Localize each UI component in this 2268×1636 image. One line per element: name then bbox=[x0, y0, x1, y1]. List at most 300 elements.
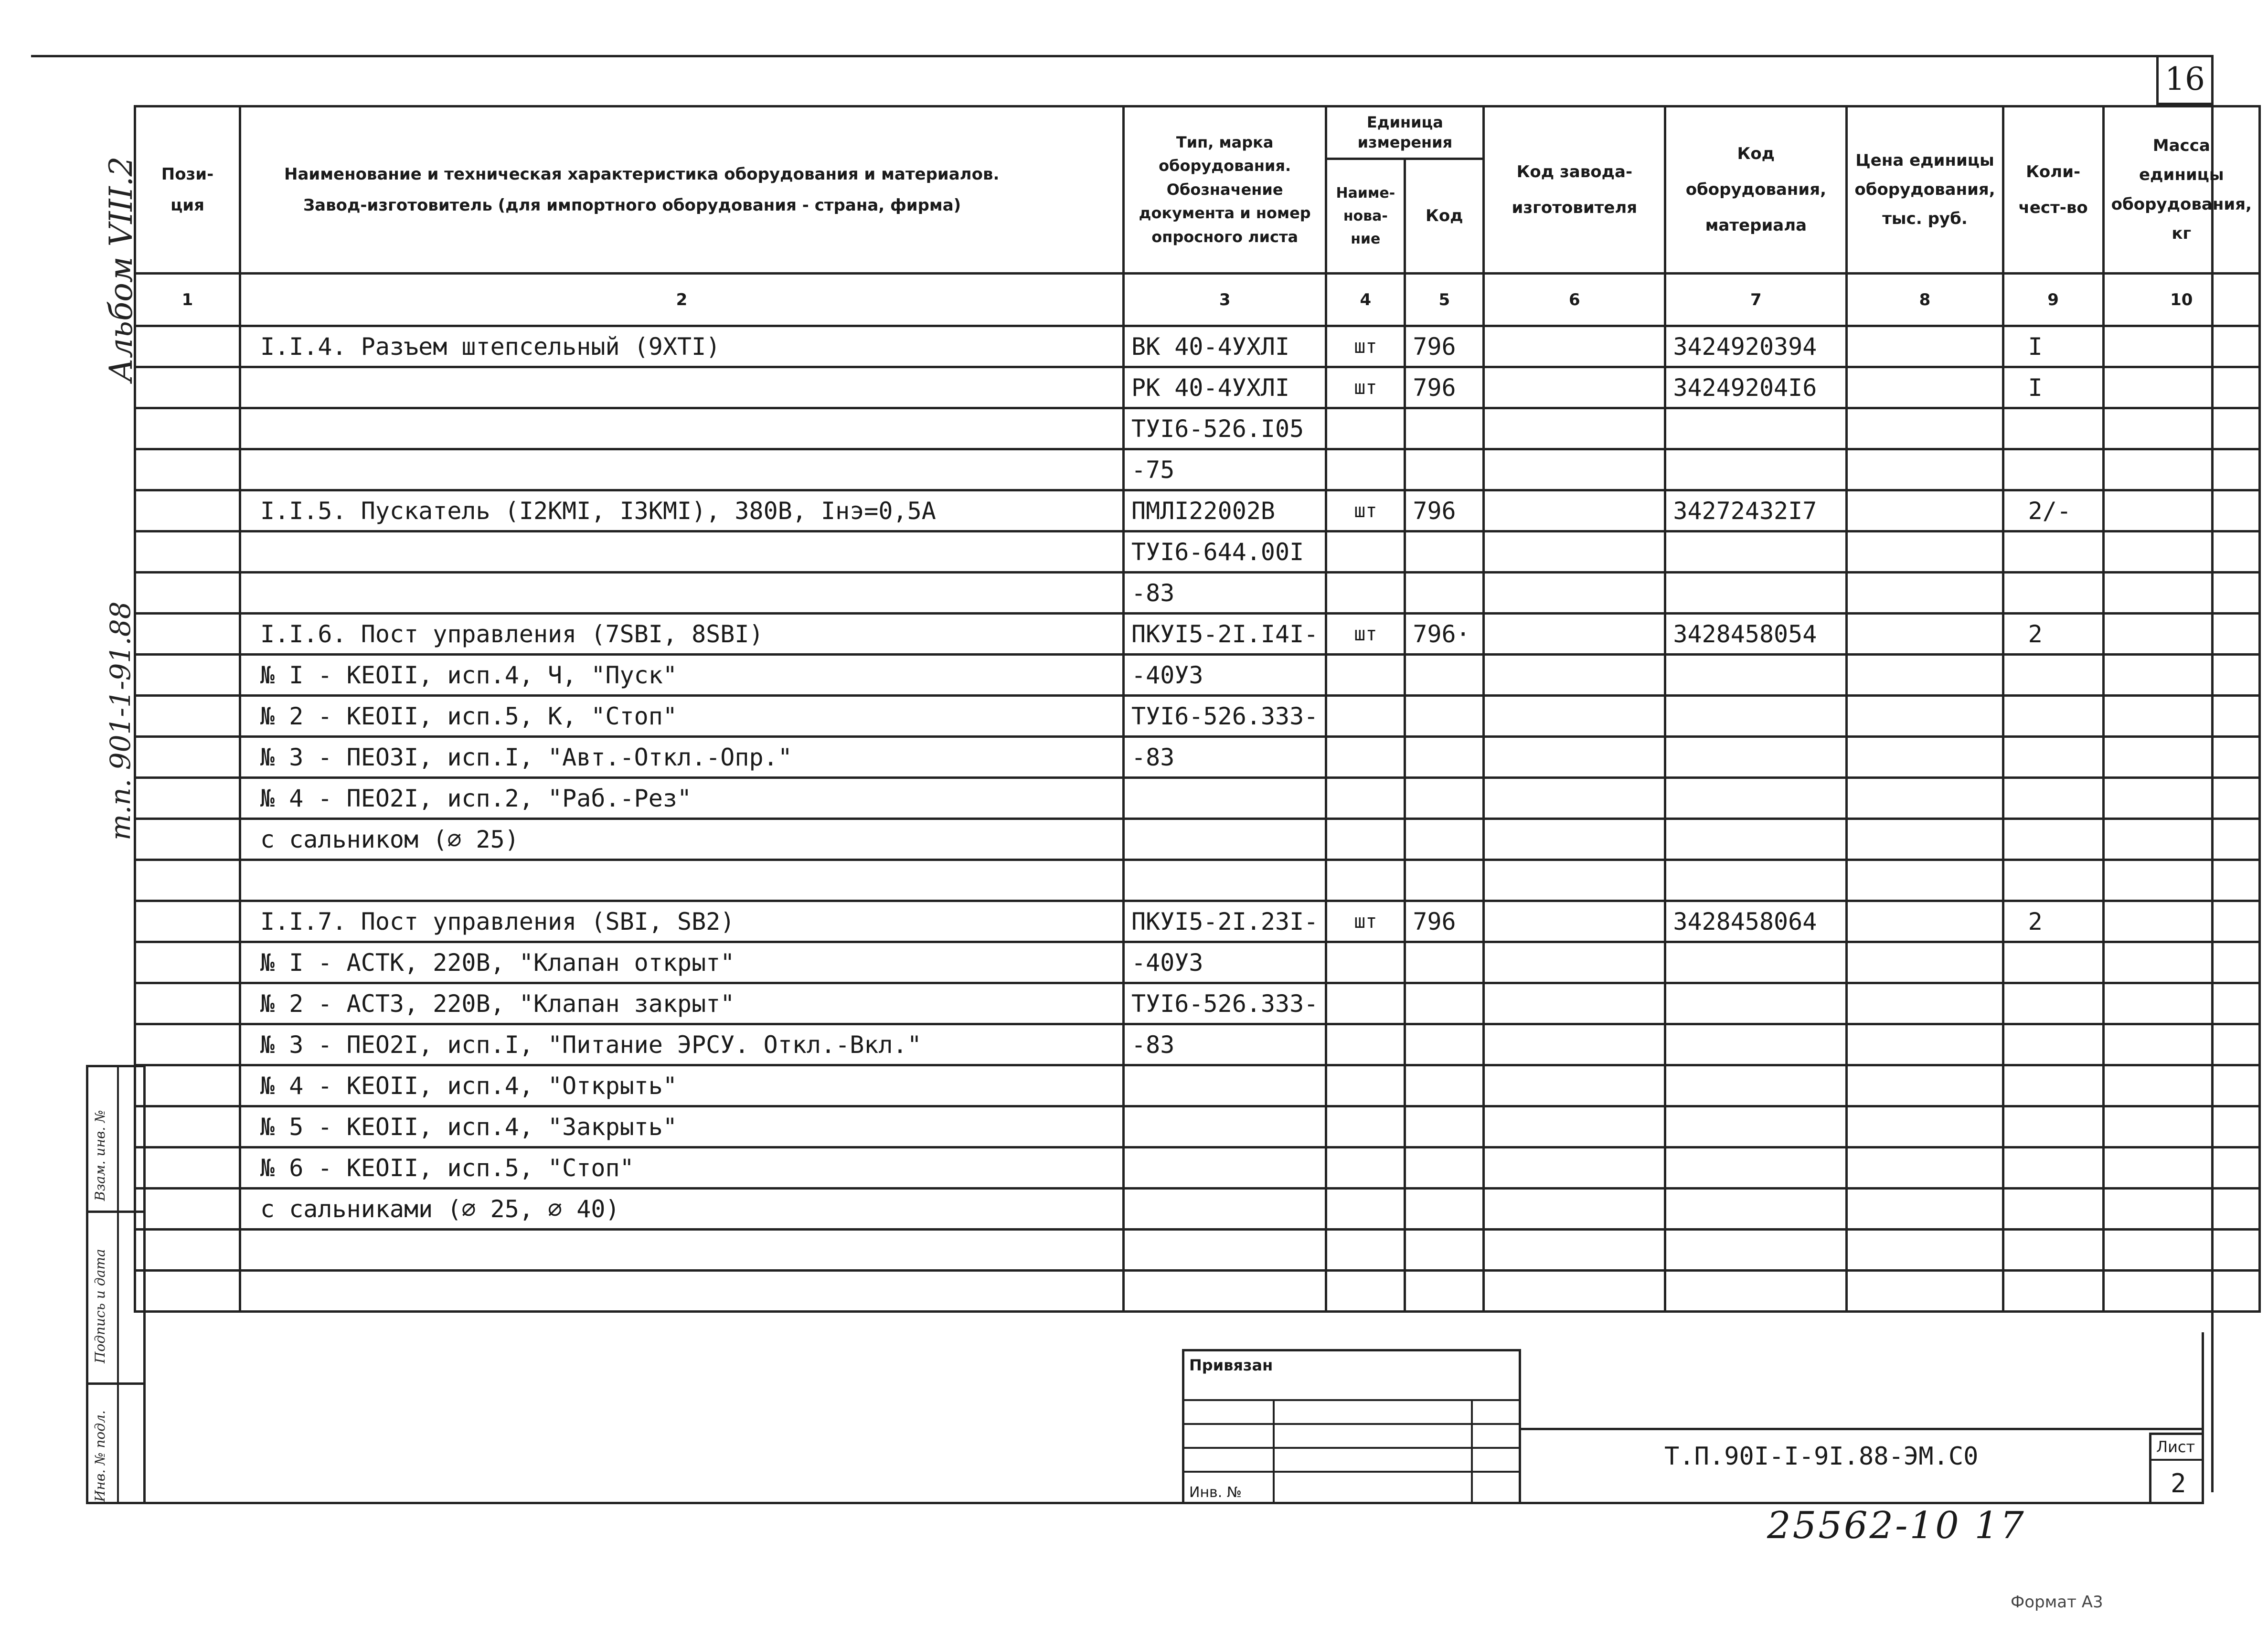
unit-name-cell bbox=[1326, 1271, 1405, 1312]
position-cell bbox=[135, 1147, 240, 1189]
unit-name-cell bbox=[1326, 655, 1405, 696]
factory-code-cell bbox=[1484, 490, 1665, 531]
specification-table bbox=[134, 105, 2261, 1313]
name-cell bbox=[240, 1271, 1124, 1312]
name-cell: № 4 - ПЕО2I, исп.2, "Раб.-Рез" bbox=[240, 778, 1124, 819]
table-row bbox=[135, 531, 2260, 573]
price-cell bbox=[1847, 408, 2003, 449]
name-cell: № I - АСТК, 220В, "Клапан открыт" bbox=[240, 942, 1124, 983]
factory-code-cell bbox=[1484, 449, 1665, 490]
name-cell: № 4 - КЕОII, исп.4, "Открыть" bbox=[240, 1065, 1124, 1106]
price-cell bbox=[1847, 983, 2003, 1024]
sheet-box bbox=[2149, 1433, 2204, 1504]
stamp-title: Привязан bbox=[1189, 1356, 1273, 1374]
header-mass: Масса единицы оборудования, кг bbox=[2103, 106, 2259, 274]
price-cell bbox=[1847, 1271, 2003, 1312]
position-cell bbox=[135, 408, 240, 449]
unit-code-cell bbox=[1405, 655, 1484, 696]
quantity-cell bbox=[2003, 983, 2103, 1024]
position-cell bbox=[135, 614, 240, 655]
type-cell: -83 bbox=[1124, 573, 1326, 614]
name-cell: № 2 - КЕОII, исп.5, К, "Стоп" bbox=[240, 696, 1124, 737]
type-cell bbox=[1124, 1065, 1326, 1106]
table-row bbox=[135, 1147, 2260, 1189]
mass-cell bbox=[2103, 531, 2259, 573]
mass-cell bbox=[2103, 860, 2259, 901]
equipment-code-cell bbox=[1665, 531, 1847, 573]
equipment-code-cell bbox=[1665, 1189, 1847, 1230]
factory-code-cell bbox=[1484, 326, 1665, 367]
equipment-code-cell bbox=[1665, 737, 1847, 778]
equipment-code-cell bbox=[1665, 696, 1847, 737]
unit-name-cell bbox=[1326, 696, 1405, 737]
position-cell bbox=[135, 573, 240, 614]
table-row bbox=[135, 614, 2260, 655]
factory-code-cell bbox=[1484, 860, 1665, 901]
equipment-code-cell: 34272432I7 bbox=[1665, 490, 1847, 531]
position-cell bbox=[135, 942, 240, 983]
unit-name-cell bbox=[1326, 860, 1405, 901]
factory-code-cell bbox=[1484, 1147, 1665, 1189]
unit-code-cell: 796 bbox=[1405, 326, 1484, 367]
sheet-label: Лист bbox=[2156, 1438, 2195, 1456]
type-cell: ПМЛI22002В bbox=[1124, 490, 1326, 531]
quantity-cell: 2/- bbox=[2003, 490, 2103, 531]
mass-cell bbox=[2103, 901, 2259, 942]
equipment-code-cell: 3428458054 bbox=[1665, 614, 1847, 655]
unit-name-cell bbox=[1326, 1230, 1405, 1271]
project-label: т.п. 901-1-91.88 bbox=[104, 601, 137, 840]
quantity-cell bbox=[2003, 1271, 2103, 1312]
name-cell: с сальниками (⌀ 25, ⌀ 40) bbox=[240, 1189, 1124, 1230]
type-cell: -83 bbox=[1124, 737, 1326, 778]
name-cell: I.I.7. Пост управления (SBI, SB2) bbox=[240, 901, 1124, 942]
equipment-code-cell bbox=[1665, 449, 1847, 490]
table-row bbox=[135, 326, 2260, 367]
quantity-cell: 2 bbox=[2003, 614, 2103, 655]
header-position: Пози- ция bbox=[135, 106, 240, 274]
quantity-cell bbox=[2003, 655, 2103, 696]
col-number: 6 bbox=[1484, 274, 1665, 326]
factory-code-cell bbox=[1484, 819, 1665, 860]
format-label: Формат А3 bbox=[2011, 1593, 2103, 1612]
column-numbers-row bbox=[135, 274, 2260, 326]
mass-cell bbox=[2103, 408, 2259, 449]
name-cell bbox=[240, 573, 1124, 614]
position-cell bbox=[135, 860, 240, 901]
unit-name-cell bbox=[1326, 408, 1405, 449]
unit-name-cell bbox=[1326, 1106, 1405, 1147]
name-cell: № 3 - ПЕО2I, исп.I, "Питание ЭРСУ. Откл.-Вкл." bbox=[240, 1024, 1124, 1065]
album-label: Альбом VIII.2 bbox=[103, 156, 139, 382]
stamp-inv-label: Инв. № bbox=[1189, 1484, 1242, 1501]
unit-code-cell: 796 bbox=[1405, 901, 1484, 942]
unit-code-cell: 796 bbox=[1405, 490, 1484, 531]
document-code: Т.П.90I-I-9I.88-ЭМ.С0 bbox=[1664, 1442, 1979, 1471]
price-cell bbox=[1847, 1065, 2003, 1106]
factory-code-cell bbox=[1484, 531, 1665, 573]
factory-code-cell bbox=[1484, 942, 1665, 983]
type-cell: ТУI6-526.333- bbox=[1124, 983, 1326, 1024]
header-price: Цена единицы оборудования, тыс. руб. bbox=[1847, 106, 2003, 274]
type-cell bbox=[1124, 860, 1326, 901]
type-cell: -40У3 bbox=[1124, 942, 1326, 983]
unit-name-cell: шт bbox=[1326, 901, 1405, 942]
unit-code-cell bbox=[1405, 696, 1484, 737]
type-cell bbox=[1124, 1230, 1326, 1271]
factory-code-cell bbox=[1484, 737, 1665, 778]
name-cell bbox=[240, 449, 1124, 490]
mass-cell bbox=[2103, 367, 2259, 408]
price-cell bbox=[1847, 819, 2003, 860]
price-cell bbox=[1847, 1024, 2003, 1065]
position-cell bbox=[135, 778, 240, 819]
quantity-cell bbox=[2003, 408, 2103, 449]
col-number: 8 bbox=[1847, 274, 2003, 326]
factory-code-cell bbox=[1484, 614, 1665, 655]
unit-name-cell bbox=[1326, 1189, 1405, 1230]
mass-cell bbox=[2103, 819, 2259, 860]
unit-code-cell bbox=[1405, 531, 1484, 573]
quantity-cell bbox=[2003, 696, 2103, 737]
unit-code-cell bbox=[1405, 778, 1484, 819]
position-cell bbox=[135, 696, 240, 737]
table-row bbox=[135, 737, 2260, 778]
mass-cell bbox=[2103, 696, 2259, 737]
type-cell bbox=[1124, 1271, 1326, 1312]
table-row bbox=[135, 1024, 2260, 1065]
price-cell bbox=[1847, 449, 2003, 490]
unit-code-cell bbox=[1405, 983, 1484, 1024]
mass-cell bbox=[2103, 573, 2259, 614]
unit-code-cell bbox=[1405, 1024, 1484, 1065]
position-cell bbox=[135, 901, 240, 942]
quantity-cell: I bbox=[2003, 326, 2103, 367]
type-cell: ТУI6-526.333- bbox=[1124, 696, 1326, 737]
type-cell: -83 bbox=[1124, 1024, 1326, 1065]
price-cell bbox=[1847, 1230, 2003, 1271]
price-cell bbox=[1847, 696, 2003, 737]
unit-code-cell bbox=[1405, 1230, 1484, 1271]
unit-code-cell bbox=[1405, 1189, 1484, 1230]
header-factory-code: Код завода-изготовителя bbox=[1484, 106, 1665, 274]
mass-cell bbox=[2103, 614, 2259, 655]
mass-cell bbox=[2103, 326, 2259, 367]
header-unit-name: Наиме-нова-ние bbox=[1326, 159, 1405, 274]
unit-code-cell bbox=[1405, 737, 1484, 778]
price-cell bbox=[1847, 614, 2003, 655]
quantity-cell bbox=[2003, 573, 2103, 614]
equipment-code-cell bbox=[1665, 408, 1847, 449]
quantity-cell bbox=[2003, 1106, 2103, 1147]
header-unit-code: Код bbox=[1405, 159, 1484, 274]
unit-name-cell bbox=[1326, 737, 1405, 778]
mass-cell bbox=[2103, 1147, 2259, 1189]
mass-cell bbox=[2103, 1230, 2259, 1271]
side-label-inv: Инв. № подл. bbox=[92, 1410, 108, 1502]
unit-name-cell bbox=[1326, 531, 1405, 573]
name-cell: № 6 - КЕОII, исп.5, "Стоп" bbox=[240, 1147, 1124, 1189]
name-cell: I.I.5. Пускатель (I2КМI, I3КМI), 380В, Iнэ=0,5А bbox=[240, 490, 1124, 531]
equipment-code-cell bbox=[1665, 778, 1847, 819]
mass-cell bbox=[2103, 1024, 2259, 1065]
table-row bbox=[135, 1065, 2260, 1106]
factory-code-cell bbox=[1484, 983, 1665, 1024]
price-cell bbox=[1847, 655, 2003, 696]
table-row bbox=[135, 983, 2260, 1024]
quantity-cell: I bbox=[2003, 367, 2103, 408]
mass-cell bbox=[2103, 1189, 2259, 1230]
quantity-cell bbox=[2003, 942, 2103, 983]
table-row bbox=[135, 819, 2260, 860]
name-cell bbox=[240, 367, 1124, 408]
price-cell bbox=[1847, 1189, 2003, 1230]
factory-code-cell bbox=[1484, 778, 1665, 819]
unit-name-cell bbox=[1326, 983, 1405, 1024]
quantity-cell: 2 bbox=[2003, 901, 2103, 942]
name-cell bbox=[240, 531, 1124, 573]
unit-name-cell: шт bbox=[1326, 326, 1405, 367]
position-cell bbox=[135, 367, 240, 408]
mass-cell bbox=[2103, 778, 2259, 819]
mass-cell bbox=[2103, 983, 2259, 1024]
price-cell bbox=[1847, 573, 2003, 614]
equipment-code-cell bbox=[1665, 1230, 1847, 1271]
unit-code-cell: 796 bbox=[1405, 367, 1484, 408]
factory-code-cell bbox=[1484, 573, 1665, 614]
stamp-box bbox=[1182, 1349, 1521, 1504]
type-cell: РК 40-4УХЛI bbox=[1124, 367, 1326, 408]
factory-code-cell bbox=[1484, 1271, 1665, 1312]
mass-cell bbox=[2103, 655, 2259, 696]
col-number: 1 bbox=[135, 274, 240, 326]
price-cell bbox=[1847, 531, 2003, 573]
equipment-code-cell bbox=[1665, 1147, 1847, 1189]
mass-cell bbox=[2103, 1271, 2259, 1312]
unit-code-cell bbox=[1405, 1065, 1484, 1106]
factory-code-cell bbox=[1484, 408, 1665, 449]
quantity-cell bbox=[2003, 737, 2103, 778]
type-cell bbox=[1124, 1147, 1326, 1189]
equipment-code-cell bbox=[1665, 655, 1847, 696]
table-row bbox=[135, 449, 2260, 490]
header-name bbox=[240, 106, 1124, 274]
table-row bbox=[135, 778, 2260, 819]
table-row bbox=[135, 1271, 2260, 1312]
position-cell bbox=[135, 819, 240, 860]
price-cell bbox=[1847, 942, 2003, 983]
position-cell bbox=[135, 1024, 240, 1065]
table-row bbox=[135, 367, 2260, 408]
header-name-line1: Наименование и техническая характеристика оборудования и материалов. bbox=[284, 164, 1000, 184]
mass-cell bbox=[2103, 449, 2259, 490]
sheet-corner-number: 16 bbox=[2156, 55, 2211, 105]
inventory-number: 25562-10 17 bbox=[1767, 1504, 2026, 1547]
header-name-line2: Завод-изготовитель (для импортного оборудования - страна, фирма) bbox=[303, 195, 961, 215]
unit-code-cell: 796· bbox=[1405, 614, 1484, 655]
unit-code-cell bbox=[1405, 1106, 1484, 1147]
col-number: 9 bbox=[2003, 274, 2103, 326]
mass-cell bbox=[2103, 490, 2259, 531]
unit-name-cell: шт bbox=[1326, 367, 1405, 408]
unit-code-cell bbox=[1405, 408, 1484, 449]
type-cell bbox=[1124, 1189, 1326, 1230]
equipment-code-cell: 34249204I6 bbox=[1665, 367, 1847, 408]
position-cell bbox=[135, 326, 240, 367]
quantity-cell bbox=[2003, 531, 2103, 573]
unit-code-cell bbox=[1405, 819, 1484, 860]
mass-cell bbox=[2103, 942, 2259, 983]
equipment-code-cell bbox=[1665, 1271, 1847, 1312]
price-cell bbox=[1847, 1147, 2003, 1189]
name-cell: с сальником (⌀ 25) bbox=[240, 819, 1124, 860]
quantity-cell bbox=[2003, 449, 2103, 490]
side-label-sign: Подпись и дата bbox=[92, 1249, 108, 1363]
position-cell bbox=[135, 1065, 240, 1106]
type-cell: ПКУI5-2I.23I- bbox=[1124, 901, 1326, 942]
unit-code-cell bbox=[1405, 1271, 1484, 1312]
unit-name-cell bbox=[1326, 573, 1405, 614]
table-row bbox=[135, 573, 2260, 614]
unit-name-cell: шт bbox=[1326, 614, 1405, 655]
unit-code-cell bbox=[1405, 942, 1484, 983]
unit-name-cell bbox=[1326, 778, 1405, 819]
name-cell: I.I.6. Пост управления (7SBI, 8SBI) bbox=[240, 614, 1124, 655]
sheet-number: 2 bbox=[2171, 1468, 2186, 1498]
name-cell bbox=[240, 408, 1124, 449]
table-row bbox=[135, 655, 2260, 696]
col-number: 10 bbox=[2103, 274, 2259, 326]
unit-name-cell bbox=[1326, 1065, 1405, 1106]
col-number: 2 bbox=[240, 274, 1124, 326]
quantity-cell bbox=[2003, 1024, 2103, 1065]
unit-code-cell bbox=[1405, 449, 1484, 490]
header-type: Тип, марка оборудования. Обозначение документа и номер опросного листа bbox=[1124, 106, 1326, 274]
position-cell bbox=[135, 531, 240, 573]
equipment-code-cell bbox=[1665, 819, 1847, 860]
col-number: 3 bbox=[1124, 274, 1326, 326]
price-cell bbox=[1847, 326, 2003, 367]
position-cell bbox=[135, 655, 240, 696]
mass-cell bbox=[2103, 1106, 2259, 1147]
unit-name-cell bbox=[1326, 449, 1405, 490]
position-cell bbox=[135, 1189, 240, 1230]
name-cell: I.I.4. Разъем штепсельный (9ХТI) bbox=[240, 326, 1124, 367]
col-number: 5 bbox=[1405, 274, 1484, 326]
unit-code-cell bbox=[1405, 1147, 1484, 1189]
factory-code-cell bbox=[1484, 1230, 1665, 1271]
title-block-code-line bbox=[1521, 1428, 2204, 1430]
price-cell bbox=[1847, 490, 2003, 531]
price-cell bbox=[1847, 1106, 2003, 1147]
name-cell: № 2 - АСТ3, 220В, "Клапан закрыт" bbox=[240, 983, 1124, 1024]
col-number: 7 bbox=[1665, 274, 1847, 326]
unit-name-cell bbox=[1326, 1147, 1405, 1189]
position-cell bbox=[135, 737, 240, 778]
factory-code-cell bbox=[1484, 367, 1665, 408]
quantity-cell bbox=[2003, 1230, 2103, 1271]
position-cell bbox=[135, 983, 240, 1024]
equipment-code-cell bbox=[1665, 860, 1847, 901]
price-cell bbox=[1847, 737, 2003, 778]
table-row bbox=[135, 860, 2260, 901]
type-cell: ТУI6-644.00I bbox=[1124, 531, 1326, 573]
factory-code-cell bbox=[1484, 901, 1665, 942]
factory-code-cell bbox=[1484, 1189, 1665, 1230]
header-units-group: Единица измерения bbox=[1326, 106, 1484, 159]
factory-code-cell bbox=[1484, 1065, 1665, 1106]
col-number: 4 bbox=[1326, 274, 1405, 326]
unit-name-cell bbox=[1326, 819, 1405, 860]
name-cell: № 5 - КЕОII, исп.4, "Закрыть" bbox=[240, 1106, 1124, 1147]
table-row bbox=[135, 408, 2260, 449]
price-cell bbox=[1847, 860, 2003, 901]
price-cell bbox=[1847, 901, 2003, 942]
table-row bbox=[135, 490, 2260, 531]
position-cell bbox=[135, 1230, 240, 1271]
quantity-cell bbox=[2003, 1189, 2103, 1230]
type-cell: ВК 40-4УХЛI bbox=[1124, 326, 1326, 367]
name-cell bbox=[240, 860, 1124, 901]
quantity-cell bbox=[2003, 819, 2103, 860]
equipment-code-cell bbox=[1665, 1024, 1847, 1065]
position-cell bbox=[135, 490, 240, 531]
equipment-code-cell bbox=[1665, 1065, 1847, 1106]
position-cell bbox=[135, 1106, 240, 1147]
equipment-code-cell bbox=[1665, 983, 1847, 1024]
type-cell: ТУI6-526.I05 bbox=[1124, 408, 1326, 449]
header-equipment-code: Код оборудования, материала bbox=[1665, 106, 1847, 274]
table-row bbox=[135, 901, 2260, 942]
factory-code-cell bbox=[1484, 696, 1665, 737]
type-cell: ПКУI5-2I.I4I- bbox=[1124, 614, 1326, 655]
name-cell: № I - КЕОII, исп.4, Ч, "Пуск" bbox=[240, 655, 1124, 696]
factory-code-cell bbox=[1484, 1106, 1665, 1147]
quantity-cell bbox=[2003, 1065, 2103, 1106]
type-cell bbox=[1124, 819, 1326, 860]
position-cell bbox=[135, 449, 240, 490]
factory-code-cell bbox=[1484, 1024, 1665, 1065]
unit-name-cell bbox=[1326, 942, 1405, 983]
equipment-code-cell bbox=[1665, 1106, 1847, 1147]
unit-code-cell bbox=[1405, 860, 1484, 901]
quantity-cell bbox=[2003, 860, 2103, 901]
header-quantity: Коли-чест-во bbox=[2003, 106, 2103, 274]
type-cell: -75 bbox=[1124, 449, 1326, 490]
table-row bbox=[135, 1106, 2260, 1147]
mass-cell bbox=[2103, 737, 2259, 778]
type-cell bbox=[1124, 1106, 1326, 1147]
unit-name-cell: шт bbox=[1326, 490, 1405, 531]
quantity-cell bbox=[2003, 1147, 2103, 1189]
unit-code-cell bbox=[1405, 573, 1484, 614]
equipment-code-cell bbox=[1665, 942, 1847, 983]
type-cell: -40У3 bbox=[1124, 655, 1326, 696]
equipment-code-cell bbox=[1665, 573, 1847, 614]
type-cell bbox=[1124, 778, 1326, 819]
unit-name-cell bbox=[1326, 1024, 1405, 1065]
table-row bbox=[135, 1230, 2260, 1271]
table-row bbox=[135, 696, 2260, 737]
position-cell bbox=[135, 1271, 240, 1312]
equipment-code-cell: 3424920394 bbox=[1665, 326, 1847, 367]
side-label-vzam: Взам. инв. № bbox=[92, 1110, 108, 1201]
mass-cell bbox=[2103, 1065, 2259, 1106]
quantity-cell bbox=[2003, 778, 2103, 819]
name-cell bbox=[240, 1230, 1124, 1271]
factory-code-cell bbox=[1484, 655, 1665, 696]
price-cell bbox=[1847, 367, 2003, 408]
